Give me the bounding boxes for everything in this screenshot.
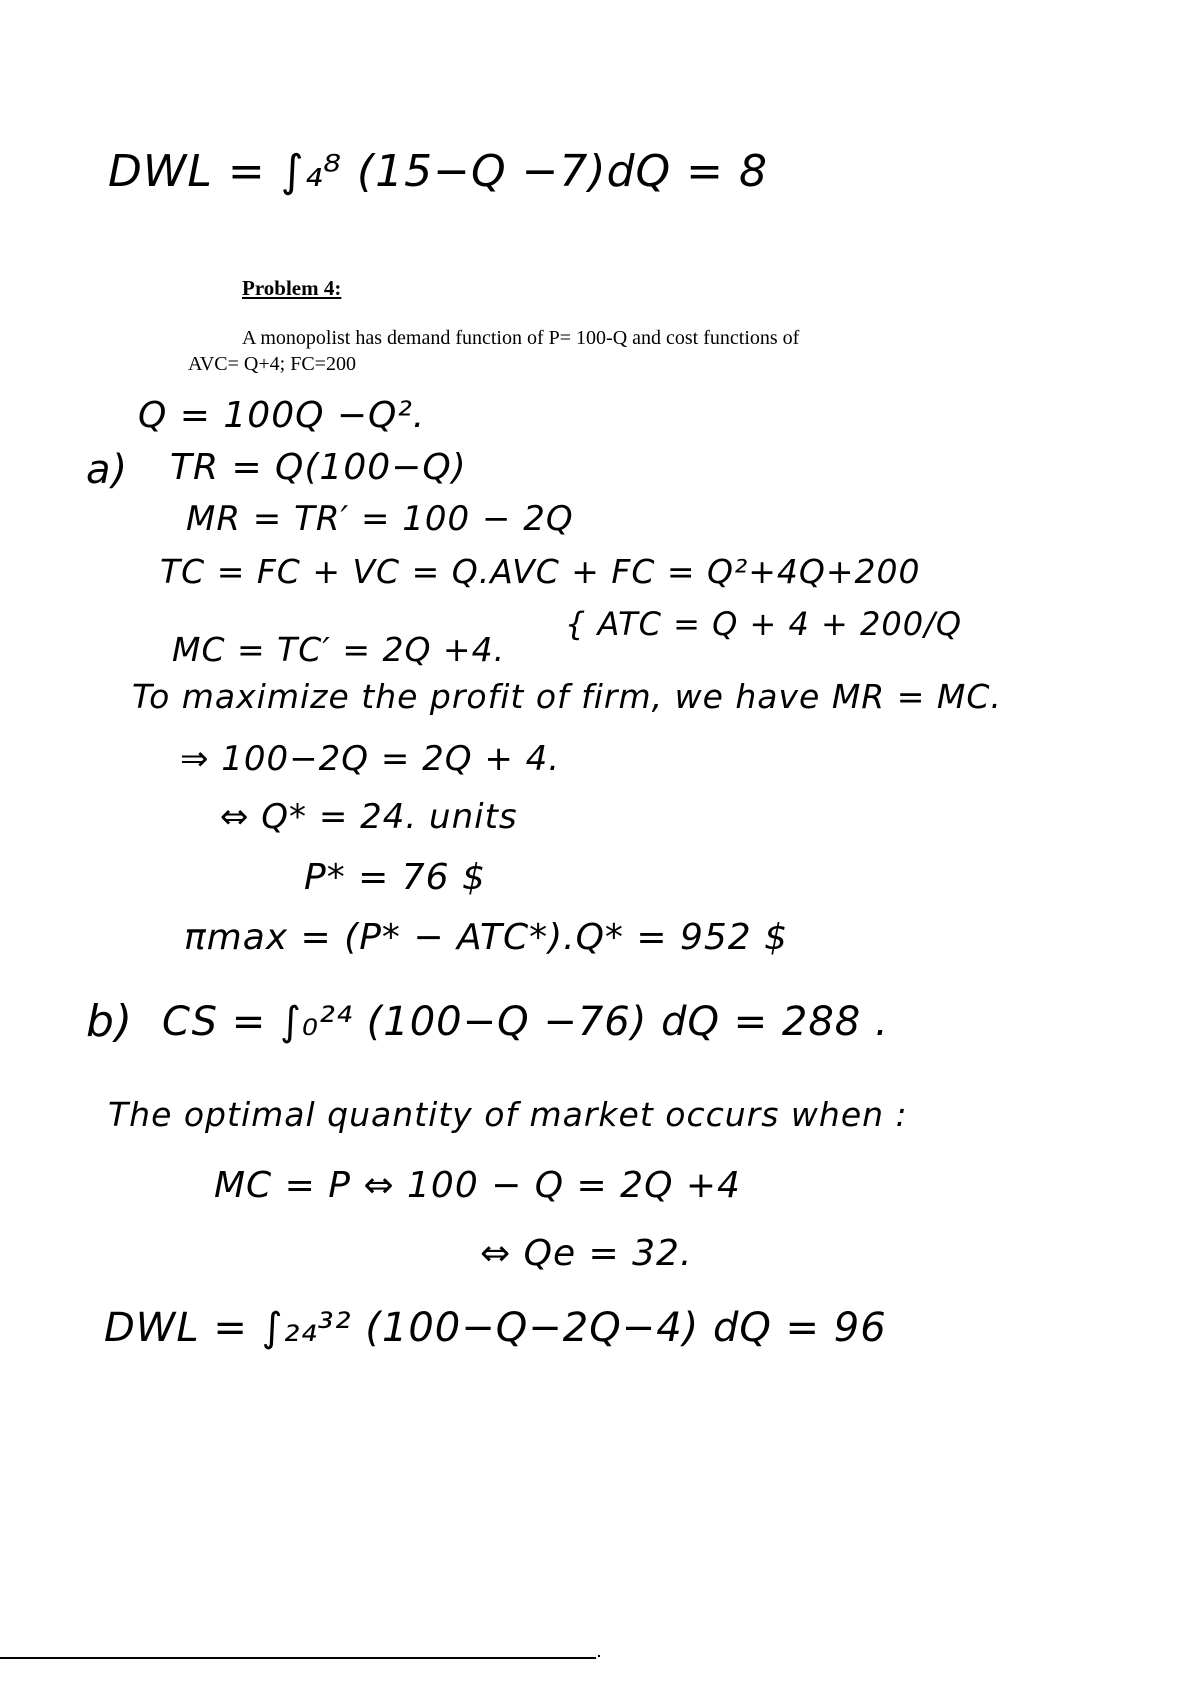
part-b-label: b) [86, 996, 134, 1047]
handwritten-tr: TR = Q(100−Q) [170, 447, 467, 488]
part-a-label: a) [86, 447, 129, 493]
handwritten-tr-expanded: Q = 100Q −Q². [138, 395, 426, 436]
handwritten-qe: ⇔ Qe = 32. [480, 1233, 693, 1274]
handwritten-mr-mc-equation: ⇒ 100−2Q = 2Q + 4. [180, 739, 561, 779]
problem-statement-line-1: A monopolist has demand function of P= 100-Q and cost functions of [242, 327, 800, 349]
handwritten-maximize-statement: To maximize the profit of firm, we have MR = MC. [132, 677, 1002, 716]
handwritten-optimal-quantity-statement: The optimal quantity of market occurs when : [108, 1095, 908, 1134]
handwritten-mc-equals-p: MC = P ⇔ 100 − Q = 2Q +4 [214, 1165, 741, 1206]
handwritten-q-star: ⇔ Q* = 24. units [220, 797, 518, 837]
problem-heading: Problem 4: [242, 276, 342, 300]
footer-mark [598, 1655, 600, 1657]
handwritten-mr: MR = TR′ = 100 − 2Q [186, 499, 574, 539]
handwritten-p-star: P* = 76 $ [304, 857, 486, 898]
handwritten-mc: MC = TC′ = 2Q +4. [172, 630, 506, 669]
handwritten-tc: TC = FC + VC = Q.AVC + FC = Q²+4Q+200 [160, 552, 921, 591]
handwritten-dwl-top: DWL = ∫₄⁸ (15−Q −7)dQ = 8 [108, 146, 768, 197]
handwritten-consumer-surplus: CS = ∫₀²⁴ (100−Q −76) dQ = 288 . [162, 999, 889, 1045]
handwritten-atc: { ATC = Q + 4 + 200/Q [565, 605, 963, 643]
problem-statement-line-2: AVC= Q+4; FC=200 [188, 353, 356, 375]
handwritten-dwl-bottom: DWL = ∫₂₄³² (100−Q−2Q−4) dQ = 96 [104, 1305, 887, 1351]
footer-rule [0, 1657, 596, 1659]
handwritten-profit-max: πmax = (P* − ATC*).Q* = 952 $ [184, 917, 789, 958]
